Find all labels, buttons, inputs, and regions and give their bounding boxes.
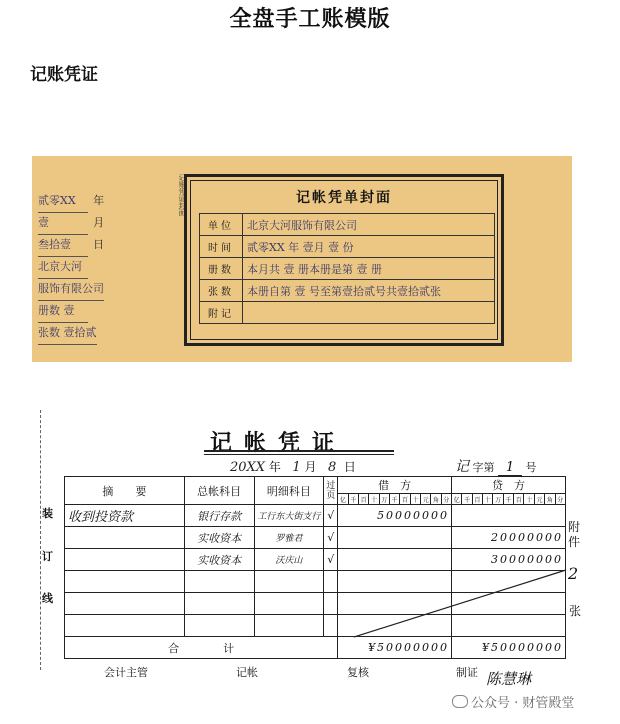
total-credit: ¥50000000 [452, 637, 566, 659]
total-label: 合 计 [65, 637, 338, 659]
row-detail [254, 571, 324, 593]
watermark [452, 692, 574, 711]
unit-label: 百 [472, 494, 482, 505]
cover-row-key: 时间 [200, 236, 243, 258]
unit-label: 千 [503, 494, 513, 505]
voucher-word: 记 [455, 459, 469, 475]
hdr-detail: 明细科目 [254, 477, 324, 505]
total-row [65, 637, 566, 659]
envelope-note [38, 232, 148, 254]
row-account: 实收资本 [184, 527, 254, 549]
envelope-note [38, 298, 148, 320]
unit-label: 万 [493, 494, 503, 505]
envelope-note-value: 张数 壹拾贰 [38, 322, 97, 345]
unit-label: 千 [462, 494, 472, 505]
row-account [184, 571, 254, 593]
row-summary: 收到投资款 [65, 505, 185, 527]
envelope-note-label: 年 [93, 194, 105, 207]
row-summary [65, 527, 185, 549]
voucher-envelope-cover [32, 156, 572, 362]
row-posted-mark: √ [324, 527, 338, 549]
page-title: 全盘手工账模版 [229, 7, 391, 32]
date-year: 20XX [230, 460, 266, 475]
total-debit: ¥50000000 [338, 637, 452, 659]
row-account [184, 593, 254, 615]
envelope-note-value: 贰零XX [38, 190, 88, 213]
unit-label: 十 [410, 494, 420, 505]
voucher-date [230, 458, 356, 475]
table-row [65, 593, 566, 615]
row-debit [338, 527, 452, 549]
row-credit: 20000000 [452, 527, 566, 549]
unit-label: 万 [379, 494, 389, 505]
envelope-note [38, 188, 148, 210]
footer-book: 记帐 [236, 666, 258, 679]
row-account [184, 615, 254, 637]
envelope-note-value: 壹 [38, 212, 88, 235]
section-title: 记账凭证 [30, 65, 98, 85]
cover-row-key: 单位 [200, 214, 243, 236]
cover-row-value: 本册自第 壹 号至第壹拾贰号共壹拾贰张 [243, 280, 495, 302]
unit-label: 元 [534, 494, 544, 505]
unit-label: 十 [524, 494, 534, 505]
envelope-note-value: 册数 壹 [38, 300, 88, 323]
maker-signature: 陈慧琳 [486, 670, 532, 688]
cover-row-key: 册数 [200, 258, 243, 280]
footer-review: 复核 [347, 666, 369, 679]
table-row [65, 505, 566, 527]
table-row [65, 527, 566, 549]
hdr-credit: 贷 方 [452, 477, 566, 494]
row-posted-mark: √ [324, 505, 338, 527]
row-debit [338, 593, 452, 615]
row-debit [338, 549, 452, 571]
binding-label-1: 装 [42, 507, 53, 520]
envelope-side-tag: 记账凭证封面 [178, 174, 186, 216]
row-summary [65, 571, 185, 593]
unit-label: 百 [358, 494, 368, 505]
date-year-label: 年 [268, 460, 281, 474]
envelope-note-value: 服饰有限公司 [38, 278, 104, 301]
voucher-no: 1 [498, 460, 522, 476]
hdr-account: 总帐科目 [184, 477, 254, 505]
date-day: 8 [327, 460, 337, 475]
attach-unit: 张 [569, 604, 582, 618]
date-month: 1 [292, 460, 301, 475]
cover-row-key: 张数 [200, 280, 243, 302]
cover-row [200, 258, 495, 280]
attach-count: 2 [568, 564, 579, 583]
unit-label: 十 [483, 494, 493, 505]
cover-row-value: 北京大河服饰有限公司 [243, 214, 495, 236]
footer-supervisor: 会计主管 [104, 666, 148, 679]
row-debit [338, 571, 452, 593]
unit-label: 亿 [338, 494, 348, 505]
table-row [65, 571, 566, 593]
cover-row-value: 本月共 壹 册本册是第 壹 册 [243, 258, 495, 280]
row-detail [254, 615, 324, 637]
unit-label: 元 [421, 494, 431, 505]
voucher-word-label: 字第 [472, 461, 495, 474]
row-account: 银行存款 [184, 505, 254, 527]
voucher-title-underline [204, 450, 394, 455]
cover-row [200, 214, 495, 236]
row-credit [452, 615, 566, 637]
hdr-summary: 摘 要 [65, 477, 185, 505]
envelope-note-value: 叁拾壹 [38, 234, 88, 257]
row-summary [65, 593, 185, 615]
envelope-note [38, 320, 148, 342]
cover-row-key: 附记 [200, 302, 243, 324]
row-detail [254, 593, 324, 615]
header-row [65, 477, 566, 494]
unit-label: 千 [348, 494, 358, 505]
cover-row [200, 302, 495, 324]
watermark-text: 公众号 · 财管殿堂 [471, 696, 575, 711]
row-debit: 50000000 [338, 505, 452, 527]
table-row [65, 549, 566, 571]
cover-row-value [243, 302, 495, 324]
row-detail: 罗雅君 [254, 527, 324, 549]
cover-row [200, 280, 495, 302]
date-month-label: 月 [304, 460, 317, 474]
unit-label: 角 [545, 494, 555, 505]
unit-label: 千 [390, 494, 400, 505]
binding-label-3: 线 [42, 592, 53, 605]
binding-label-2: 订 [42, 550, 53, 563]
cover-row-value: 贰零XX 年 壹月 壹 份 [243, 236, 495, 258]
envelope-left-notes [38, 188, 148, 342]
wechat-icon [452, 695, 468, 708]
unit-label: 亿 [452, 494, 462, 505]
envelope-note [38, 276, 148, 298]
row-detail: 工行东大街支行 [254, 505, 324, 527]
cover-row [200, 236, 495, 258]
row-posted-mark [324, 593, 338, 615]
row-posted-mark [324, 615, 338, 637]
hdr-posted: 过页 [324, 477, 338, 505]
voucher-no-label: 号 [525, 461, 537, 474]
row-detail: 沃庆山 [254, 549, 324, 571]
cover-table [199, 213, 495, 324]
unit-label: 分 [555, 494, 566, 505]
voucher-table [64, 476, 566, 659]
row-credit [452, 593, 566, 615]
cover-frame [184, 174, 504, 346]
binding-line [40, 410, 55, 670]
voucher-number [455, 456, 537, 476]
row-summary [65, 549, 185, 571]
row-credit: 30000000 [452, 549, 566, 571]
envelope-note [38, 210, 148, 232]
envelope-note-value: 北京大河 [38, 256, 88, 279]
unit-label: 百 [400, 494, 410, 505]
table-row [65, 615, 566, 637]
row-credit [452, 505, 566, 527]
row-account: 实收资本 [184, 549, 254, 571]
envelope-note [38, 254, 148, 276]
unit-label: 分 [441, 494, 451, 505]
envelope-note-label: 日 [93, 238, 105, 251]
footer-maker: 制证 [456, 666, 478, 679]
row-credit [452, 571, 566, 593]
row-debit [338, 615, 452, 637]
attach-label: 附件 [568, 520, 581, 549]
envelope-note-label: 月 [93, 216, 105, 229]
hdr-debit: 借 方 [338, 477, 452, 494]
cover-title: 记帐凭单封面 [296, 190, 392, 206]
row-summary [65, 615, 185, 637]
row-posted-mark [324, 571, 338, 593]
date-day-label: 日 [343, 460, 356, 474]
voucher-title: 记帐凭证 [210, 431, 347, 456]
row-posted-mark: √ [324, 549, 338, 571]
unit-label: 角 [431, 494, 441, 505]
unit-label: 十 [369, 494, 379, 505]
unit-label: 百 [514, 494, 524, 505]
